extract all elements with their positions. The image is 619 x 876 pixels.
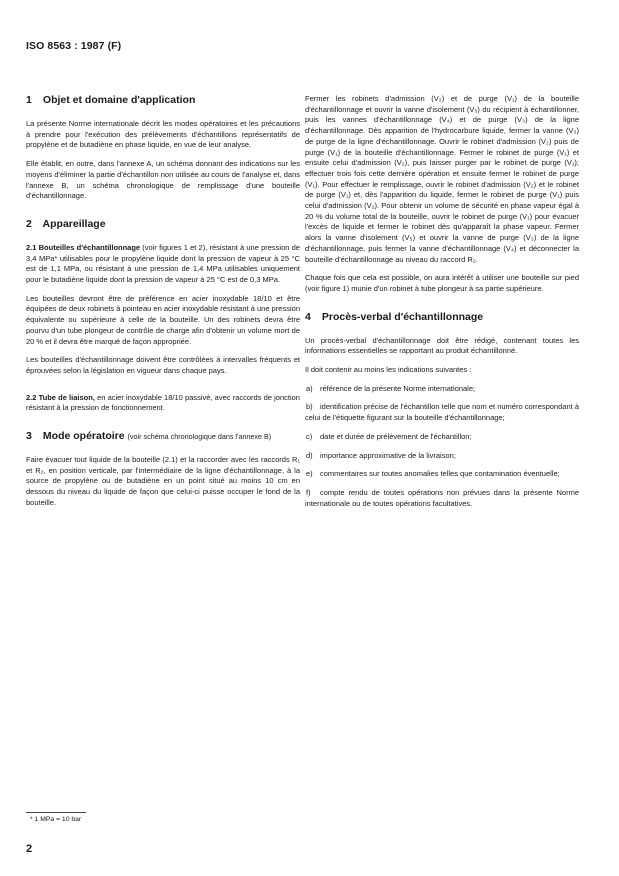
section-1-paragraph-1: La présente Norme internationale décrit les modes opératoires et les précautions à prendre pour l'exécution des prélèvements d'échantillons représentatifs de propylène et de butadiène en phase liquide, en vue de leur analyse. — [26, 119, 300, 150]
section-2-heading — [26, 218, 300, 230]
section-2-1-ref: (voir figures 1 et 2), — [142, 242, 208, 252]
section-2-1-number: 2.1 — [26, 242, 37, 252]
section-2-2-text: en acier inoxydable 18/10 passivé, avec raccords de jonction résistant à la pression de fonctionnement. — [26, 392, 300, 413]
section-2-1-title: Bouteilles d'échantillonnage — [38, 242, 141, 252]
list-item — [305, 384, 579, 395]
list-item — [305, 469, 579, 480]
section-1-paragraph-2: Elle établit, en outre, dans l'annexe A, un schéma donnant des indications sur les moyens d'éliminer la partie d'échantillon non utilisée au cours de l'analyse et, dans l'annexe B, un schéma chronologique de remplissage d'une bouteille d'échantillonnage. — [26, 159, 300, 201]
section-1-heading — [26, 94, 300, 106]
section-3-heading — [26, 430, 300, 442]
section-4-heading — [305, 311, 579, 323]
requirements-list — [305, 384, 579, 510]
section-3-number: 3 — [26, 430, 32, 443]
right-column — [305, 94, 579, 517]
section-4-paragraph-1: Un procès-verbal d'échantillonnage doit être rédigé, contenant toutes les informations essentielles se rapportant au produit échantillonné. — [305, 335, 579, 356]
section-3-subtitle: (voir schéma chronologique dans l'annexe B) — [127, 432, 272, 442]
list-item — [305, 451, 579, 462]
section-4-title: Procès-verbal d'échantillonnage — [321, 310, 484, 323]
section-3-paragraph-3: Chaque fois que cela est possible, on aura intérêt à utiliser une bouteille sur pied (voir figure 1) munie d'un robinet à tube plongeur à sa partie supérieure. — [305, 273, 579, 293]
list-item-label: c) — [306, 431, 313, 441]
section-2-2-number: 2.2 — [26, 392, 37, 402]
page-number: 2 — [26, 843, 33, 855]
list-item-label: a) — [306, 383, 313, 393]
section-3-title: Mode opératoire — [42, 430, 125, 443]
section-2-paragraph-2: Les bouteilles devront être de préférence en acier inoxydable 18/10 et être équipées de deux robinets à pointeau en acier inoxydable résistant à une pression équivalente ou supérieure à celle de la bouteille. Un des robinets devra être pourvu d'un tube plongeur de contrôle de charge afin d'obtenir un volume mort de 20 % et il devra être marqué de façon appropriée. — [26, 293, 300, 346]
list-item-text: importance approximative de la livraison; — [320, 450, 456, 460]
list-item-label: f) — [306, 487, 311, 497]
list-item-text: identification précise de l'échantillon telle que nom et numéro correspondant à celui de l'étiquette figurant sur la bouteille d'échantillonnage; — [305, 402, 579, 423]
section-2-2-paragraph — [26, 393, 300, 414]
list-item-text: commentaires sur toutes anomalies telles que contamination éventuelle; — [320, 469, 560, 479]
left-column — [26, 94, 300, 517]
section-4-paragraph-2: Il doit contenir au moins les indications suivantes : — [305, 365, 472, 375]
section-1-number: 1 — [26, 94, 32, 106]
list-item-label: b) — [306, 402, 313, 412]
footnote: * 1 MPa = 10 bar — [30, 816, 82, 823]
list-item — [305, 432, 579, 443]
list-item-label: e) — [306, 469, 313, 479]
document-header: ISO 8563 : 1987 (F) — [26, 40, 122, 52]
list-item-label: d) — [306, 450, 313, 460]
list-item-text: compte rendu de toutes opérations non prévues dans la présente Norme internationale ou de toutes opérations facultatives. — [305, 487, 579, 508]
section-2-1-text: résistant à une pression de 3,4 MPa* utilisables pour le propylène liquide dont la pression de vapeur à 25 °C est de 1,1 MPa, ou résistant à une pression de 1,4 MPa utilisables uniquement pour le butadiène liquide dont la pression de vapeur à 25 °C est de 0,3 MPa. — [26, 242, 300, 285]
section-2-paragraph-3: Les bouteilles d'échantillonnage doivent être contrôlées à intervalles fréquents et éprouvées selon la législation en vigueur dans chaque pays. — [26, 355, 300, 375]
section-2-number: 2 — [26, 217, 32, 230]
list-item-text: référence de la présente Norme internationale; — [320, 383, 476, 393]
list-item — [305, 488, 579, 509]
list-item-text: date et durée de prélèvement de l'échantillon; — [320, 431, 472, 441]
section-2-1-paragraph — [26, 243, 300, 286]
section-3-paragraph-2: Fermer les robinets d'admission (V₂) et de purge (V₁) de la bouteille d'échantillonnage et ouvrir la vanne d'isolement (V₅) du récipient à échantillonner, puis les vannes d'échantillonnage (V₄) et de purge (V₃) de la ligne d'échantillonnage. Dès apparition de l'hydrocarbure liquide, fermer la vanne (V₃) de purge de la ligne d'échantillonnage. Ouvrir le robinet d'admission (V₂) puis de purge (V₁) de la bouteille d'échantillonnage. Fermer le robinet de purge (V₁) et ensuite celui d'admission (V₂), puis laisser purger par le robinet de purge (V₁); effectuer trois fois cette dernière opération et ensuite fermer le robinet de purge (V₁). Pour effectuer le remplissage, ouvrir le robinet d'admission (V₂) et le robinet de purge (V₁) et, dès l'apparition du liquide, fermer le robinet de purge (V₁) puis celui d'admission (V₂). Pour obtenir un volume de sécurité en phase vapeur égal à 20 % du volume total de la bouteille, ouvrir le robinet de purge (V₁) pour évacuer l'excès de liquide et fermer le robinet dès qu'apparaît la phase vapeur. Fermer alors la vanne d'isolement (V₅) et ouvrir la vanne de purge (V₃) de la ligne d'échantillonnage, puis fermer la vanne d'échantillonnage (V₄) et déconnecter la bouteille d'échantillonnage au niveau du raccord R₂. — [305, 94, 579, 264]
section-4-number: 4 — [305, 310, 311, 323]
footnote-divider — [26, 812, 86, 813]
section-3-paragraph-1: Faire évacuer tout liquide de la bouteille (2.1) et la raccorder avec les raccords R₁ et R₂, en position verticale, par l'intermédiaire de la ligne d'échantillonnage, à la source de propylène ou de butadiène en un point situé au moins 10 cm en dessous du niveau du liquide de façon que celui-ci puisse occuper le fond de la bouteille. — [26, 455, 300, 507]
section-1-title: Objet et domaine d'application — [42, 94, 196, 106]
section-2-title: Appareillage — [42, 217, 106, 230]
section-2-2-title: Tube de liaison, — [38, 392, 95, 402]
list-item — [305, 402, 579, 423]
